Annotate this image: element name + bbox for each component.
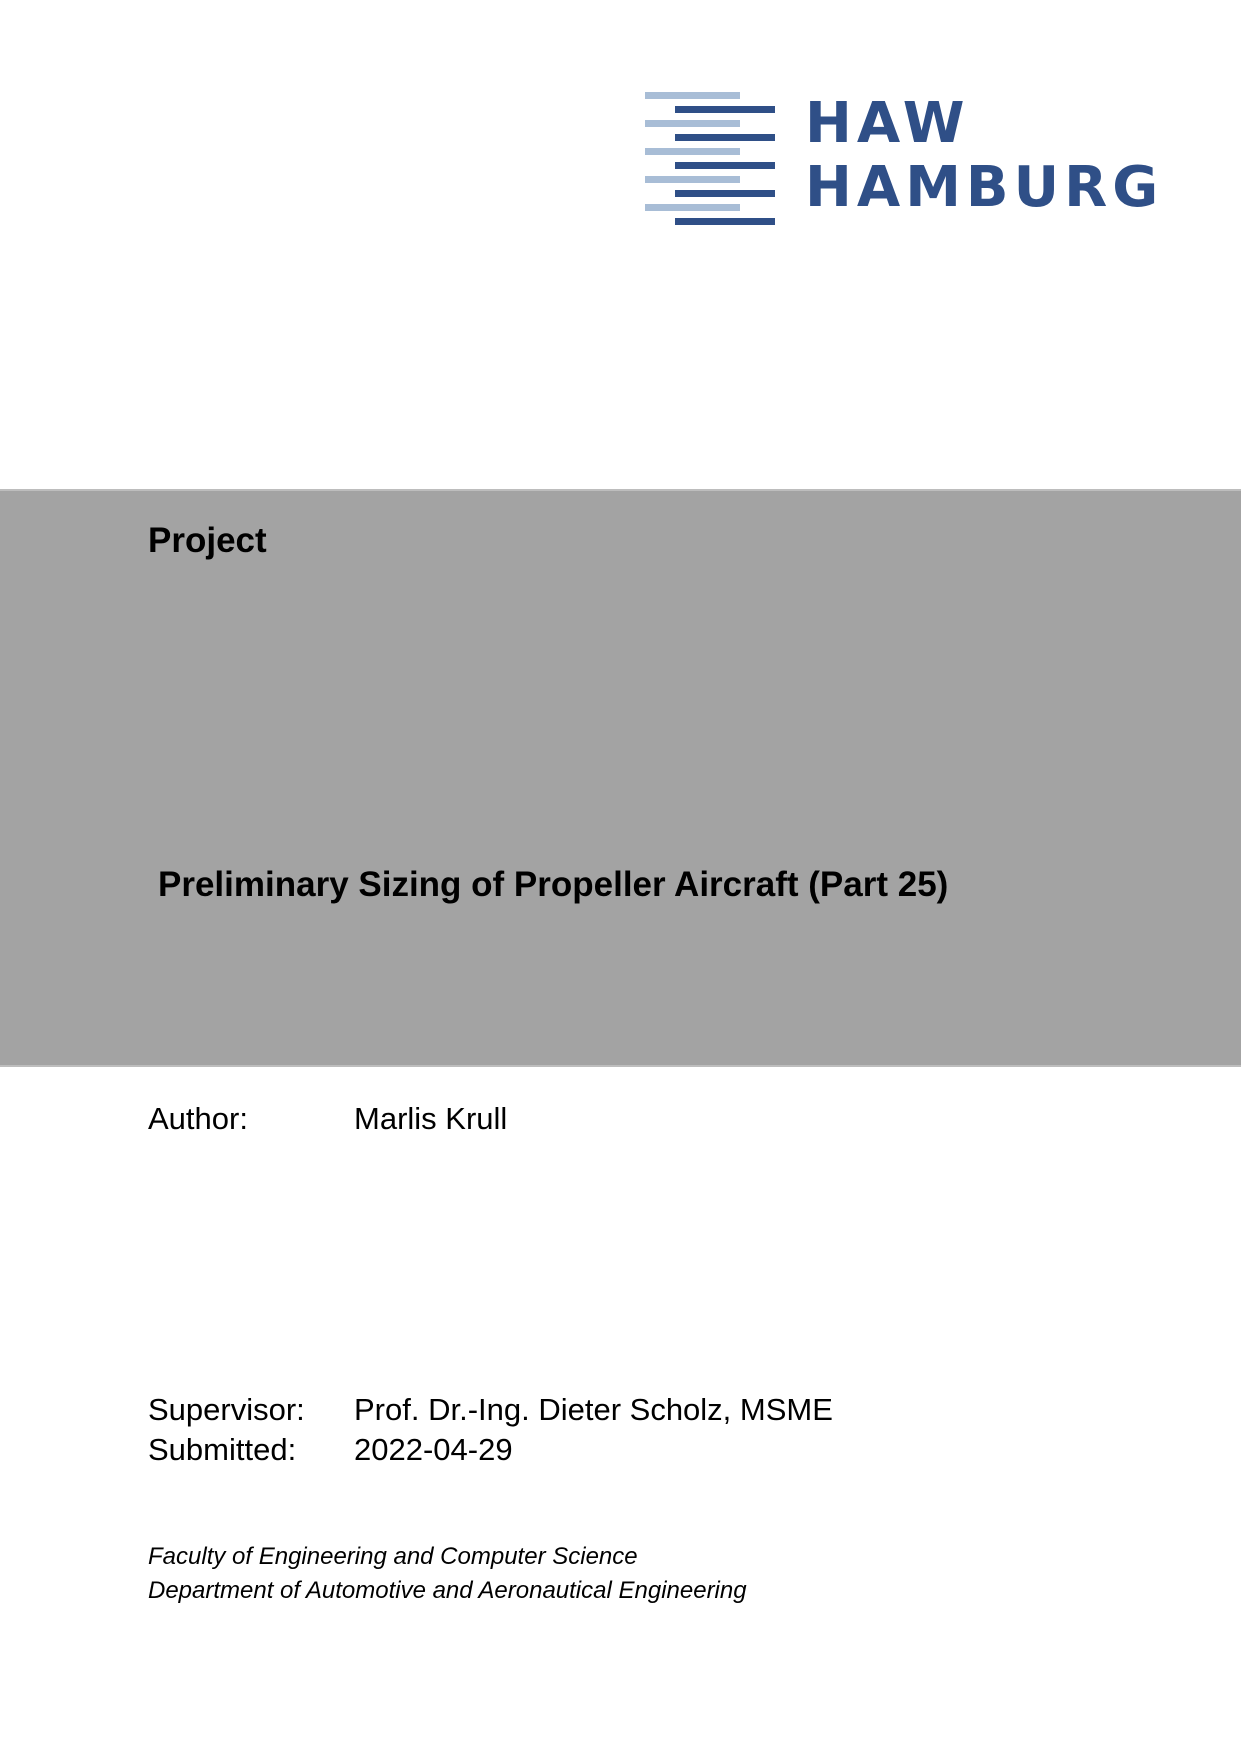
- author-name: Marlis Krull: [354, 1101, 508, 1136]
- document-type: Project: [148, 521, 267, 560]
- logo-line-haw: HAW: [805, 91, 970, 156]
- author-label: Author:: [148, 1101, 248, 1136]
- supervisor-name: Prof. Dr.-Ing. Dieter Scholz, MSME: [354, 1392, 833, 1427]
- haw-hamburg-logo: [645, 91, 1164, 227]
- submitted-label: Submitted:: [148, 1432, 297, 1467]
- logo-line-hamburg: HAMBURG: [805, 155, 1164, 220]
- document-title: Preliminary Sizing of Propeller Aircraft (Part 25): [158, 865, 949, 904]
- logo-wordmark: [805, 92, 1163, 220]
- supervisor-label: Supervisor:: [148, 1392, 305, 1427]
- faculty-name: Faculty of Engineering and Computer Science: [148, 1543, 638, 1570]
- submitted-date: 2022-04-29: [354, 1432, 513, 1467]
- haw-stripes-icon: [645, 92, 775, 227]
- department-name: Department of Automotive and Aeronautical Engineering: [148, 1577, 747, 1604]
- title-band: [0, 489, 1241, 1067]
